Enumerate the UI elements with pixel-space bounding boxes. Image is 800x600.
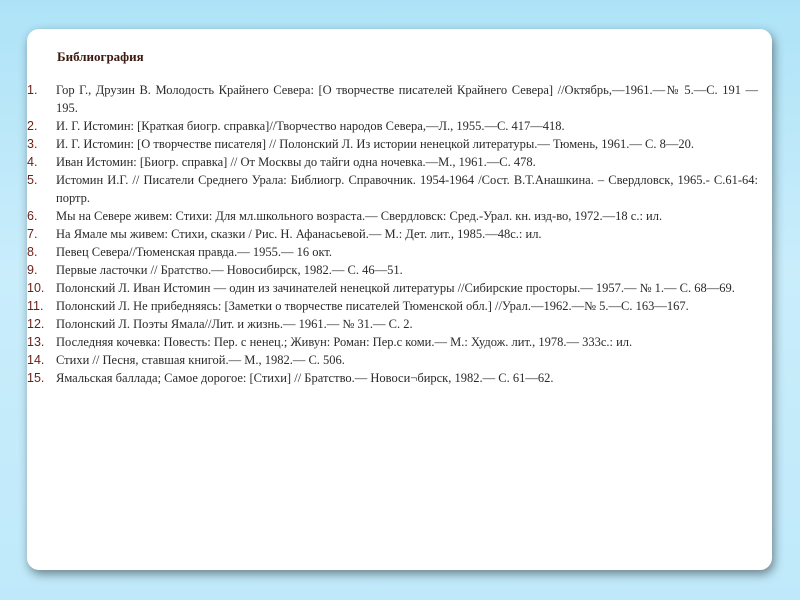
item-text: Полонский Л. Иван Истомин — один из зачинателей ненецкой литературы //Сибирские просторы.— 1957.— № 1.— С. 68—69. (56, 281, 735, 295)
list-item (27, 81, 758, 117)
item-text: Стихи // Песня, ставшая книгой.— М., 1982.— С. 506. (56, 353, 345, 367)
item-text: Иван Истомин: [Биогр. справка] // От Москвы до тайги одна ночевка.—М., 1961.—С. 478. (56, 155, 536, 169)
item-number: 10. (27, 281, 45, 295)
list-item (27, 171, 758, 207)
item-text: Мы на Севере живем: Стихи: Для мл.школьного возраста.— Свердловск: Сред.-Урал. кн. изд-во, 1972.—18 с.: ил. (56, 209, 663, 223)
item-number: 5. (27, 173, 38, 187)
list-item (27, 333, 758, 351)
item-number: 8. (27, 245, 38, 259)
list-item (27, 279, 758, 297)
list-item (27, 315, 758, 333)
item-text: Полонский Л. Поэты Ямала//Лит. и жизнь.— 1961.— № 31.— С. 2. (56, 317, 413, 331)
item-number: 4. (27, 155, 38, 169)
document-title: Библиография (57, 49, 144, 64)
list-item (27, 351, 758, 369)
list-item (27, 135, 758, 153)
item-text: Истомин И.Г. // Писатели Среднего Урала: Библиогр. Справочник. 1954-1964 /Сост. В.Т.Анашкина. – Свердловск, 1965.- С.61-64: портр. (56, 173, 758, 205)
list-item (27, 297, 758, 315)
item-number: 3. (27, 137, 38, 151)
item-text: Певец Севера//Тюменская правда.— 1955.— 16 окт. (56, 245, 333, 259)
item-text: На Ямале мы живем: Стихи, сказки / Рис. Н. Афанасьевой.— М.: Дет. лит., 1985.—48с.: ил. (56, 227, 542, 241)
list-item (27, 153, 758, 171)
item-number: 9. (27, 263, 38, 277)
list-item (27, 117, 758, 135)
item-number: 6. (27, 209, 38, 223)
bibliography-list (27, 81, 758, 387)
item-text: Первые ласточки // Братство.— Новосибирск, 1982.— С. 46—51. (56, 263, 403, 277)
item-text: И. Г. Истомин: [О творчестве писателя] // Полонский Л. Из истории ненецкой литературы.— Тюмень, 1961.— С. 8—20. (56, 137, 695, 151)
item-number: 2. (27, 119, 38, 133)
item-number: 7. (27, 227, 38, 241)
item-number: 14. (27, 353, 45, 367)
item-number: 13. (27, 335, 45, 349)
item-number: 12. (27, 317, 45, 331)
list-item (27, 261, 758, 279)
item-text: Гор Г., Друзин В. Молодость Крайнего Севера: [О творчестве писателей Крайнего Севера] //Октябрь,—1961.—№ 5.—С. 191 — 195. (56, 83, 758, 115)
list-item (27, 225, 758, 243)
item-text: Последняя кочевка: Повесть: Пер. с ненец.; Живун: Роман: Пер.с коми.— М.: Худож. лит., 1978.— 333с.: ил. (56, 335, 633, 349)
list-item (27, 243, 758, 261)
item-text: Ямальская баллада; Самое дорогое: [Стихи] // Братство.— Новоси¬бирск, 1982.— С. 61—62. (56, 371, 554, 385)
item-number: 11. (27, 299, 44, 313)
item-text: И. Г. Истомин: [Краткая биогр. справка]//Творчество народов Севера,—Л., 1955.—С. 417—418. (56, 119, 565, 133)
list-item (27, 369, 758, 387)
list-item (27, 207, 758, 225)
item-number: 15. (27, 371, 45, 385)
item-text: Полонский Л. Не прибедняясь: [Заметки о творчестве писателей Тюменской обл.] //Урал.—1962.—№ 5.—С. 163—167. (56, 299, 689, 313)
item-number: 1. (27, 83, 38, 97)
slide (27, 29, 772, 570)
